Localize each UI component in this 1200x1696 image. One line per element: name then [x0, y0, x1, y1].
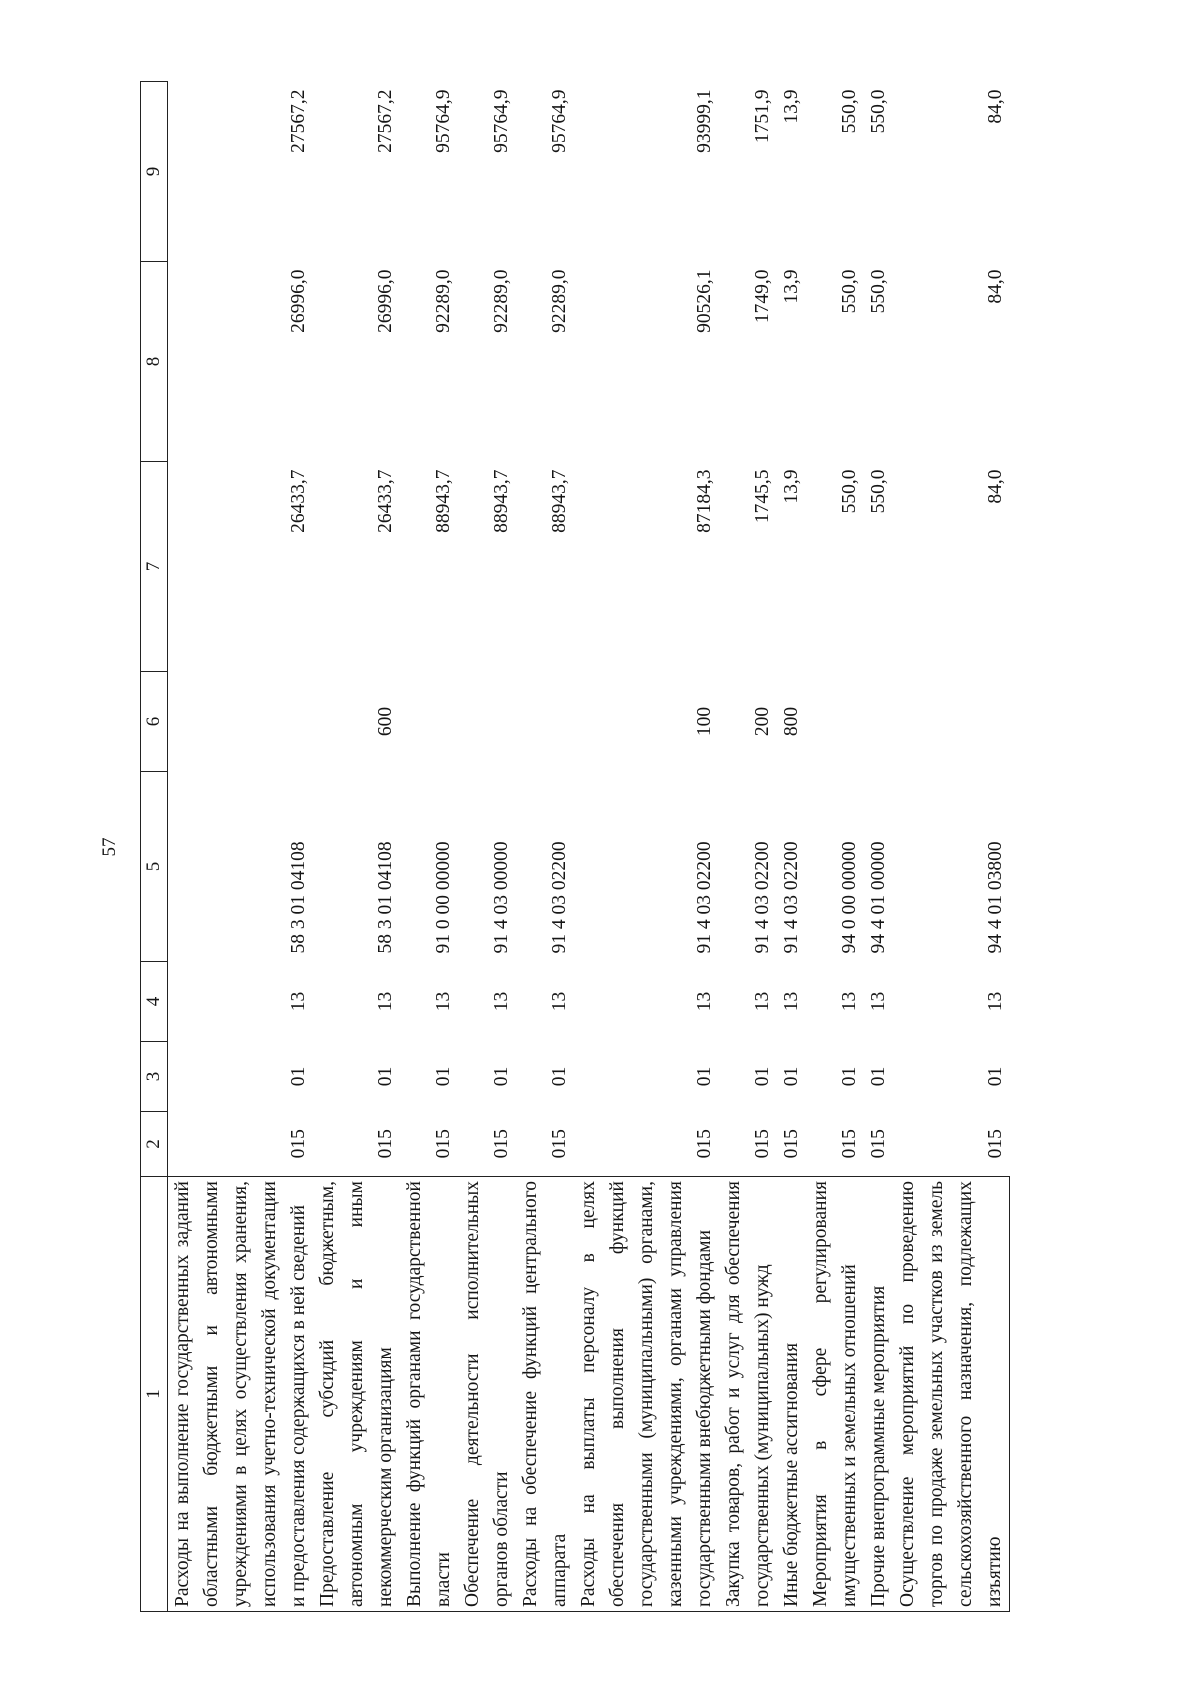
expense-description-cell: Осуществление мероприятий по проведению торгов по продаже земельных участков из земель сельскохозяйственного назначения, подлежащих изъятию — [893, 1177, 1010, 1612]
target-article-cell — [168, 772, 314, 962]
amount-year-2-cell — [516, 262, 574, 462]
target-article-cell — [893, 772, 1010, 962]
expense-type-cell — [400, 672, 458, 772]
page-number: 57 — [99, 837, 120, 857]
cell-value: 58 3 01 04108 — [288, 841, 309, 954]
column-header-1: 1 — [141, 1177, 168, 1612]
section-cell — [893, 1042, 1010, 1112]
amount-year-2-cell — [168, 262, 314, 462]
amount-year-3-cell — [893, 82, 1010, 262]
cell-value: 01 — [984, 1066, 1006, 1087]
subsection-cell — [516, 962, 574, 1042]
amount-year-3-cell — [806, 82, 893, 262]
table-header-row — [141, 82, 168, 1612]
table-row — [168, 82, 314, 1612]
table-row — [893, 82, 1010, 1612]
cell-value: 84,0 — [984, 469, 1006, 504]
column-header-9: 9 — [141, 82, 168, 262]
cell-value: 91 4 03 02200 — [549, 841, 570, 954]
cell-value: 015 — [781, 1129, 802, 1159]
cell-value: 100 — [694, 706, 715, 737]
cell-value: 13,9 — [781, 469, 802, 504]
column-header-3: 3 — [141, 1042, 168, 1112]
admin-code-cell — [574, 1112, 719, 1177]
cell-value: 58 3 01 04108 — [375, 841, 396, 954]
target-article-cell — [719, 772, 806, 962]
cell-value: 015 — [984, 1129, 1006, 1159]
cell-value: 91 4 03 02200 — [781, 841, 802, 954]
expense-type-cell — [574, 672, 719, 772]
budget-table-sheet — [140, 82, 1170, 1612]
section-cell — [719, 1042, 806, 1112]
cell-value: 91 4 03 00000 — [491, 841, 512, 954]
admin-code-cell — [313, 1112, 400, 1177]
target-article-cell — [458, 772, 516, 962]
cell-value: 13 — [984, 991, 1006, 1012]
cell-value: 550,0 — [839, 269, 860, 314]
cell-value: 550,0 — [868, 89, 889, 134]
cell-value: 01 — [781, 1066, 802, 1087]
admin-code-cell — [458, 1112, 516, 1177]
amount-year-3-cell — [400, 82, 458, 262]
section-cell — [574, 1042, 719, 1112]
target-article-cell — [400, 772, 458, 962]
cell-value: 84,0 — [984, 89, 1006, 124]
cell-value: 93999,1 — [694, 89, 715, 153]
cell-value: 84,0 — [984, 269, 1006, 304]
cell-value: 92289,0 — [433, 269, 454, 333]
column-header-4: 4 — [141, 962, 168, 1042]
amount-year-3-cell — [458, 82, 516, 262]
cell-value: 13 — [752, 991, 773, 1012]
cell-value: 01 — [375, 1066, 396, 1087]
cell-value: 550,0 — [868, 269, 889, 314]
cell-value: 95764,9 — [491, 89, 512, 153]
expense-description-cell — [806, 1177, 893, 1612]
expense-description-part: Мероприятия в сфере регулирования имущественных и земельных отношений — [810, 1181, 860, 1607]
table-row — [806, 82, 893, 1612]
cell-value: 13 — [839, 991, 860, 1012]
budget-table — [140, 81, 1010, 1612]
cell-value: 800 — [781, 706, 802, 737]
cell-value: 88943,7 — [433, 469, 454, 533]
cell-value: 015 — [491, 1129, 512, 1159]
expense-description-part: Закупка товаров, работ и услуг для обеспечения государственных (муниципальных) нужд — [723, 1181, 773, 1607]
cell-value: 01 — [839, 1066, 860, 1087]
cell-value: 94 4 01 00000 — [868, 841, 889, 954]
cell-value: 91 4 03 02200 — [694, 841, 715, 954]
admin-code-cell — [719, 1112, 806, 1177]
cell-value: 600 — [375, 706, 396, 737]
cell-value — [864, 672, 893, 772]
cell-value — [835, 672, 864, 772]
cell-value: 200 — [752, 706, 773, 737]
cell-value: 13,9 — [781, 269, 802, 304]
cell-value: 26433,7 — [288, 469, 309, 533]
amount-year-2-cell — [400, 262, 458, 462]
cell-value — [981, 672, 1010, 772]
cell-value: 13 — [781, 991, 802, 1012]
cell-value — [487, 672, 516, 772]
expense-description-cell: Предоставление субсидий бюджетным, автономным учреждениям и иным некоммерческим организациям — [313, 1177, 400, 1612]
cell-value: 01 — [752, 1066, 773, 1087]
cell-value: 26433,7 — [375, 469, 396, 533]
amount-year-2-cell — [893, 262, 1010, 462]
subsection-cell — [458, 962, 516, 1042]
expense-type-cell — [806, 672, 893, 772]
amount-year-3-cell — [313, 82, 400, 262]
subsection-cell — [313, 962, 400, 1042]
amount-year-2-cell — [574, 262, 719, 462]
expense-description-cell: Расходы на выполнение государственных заданий областными бюджетными и автономными учреждениями в целях осуществления хранения, использования учетно-технической документации и предоставления содержащихся в ней сведений — [168, 1177, 314, 1612]
admin-code-cell — [168, 1112, 314, 1177]
target-article-cell — [516, 772, 574, 962]
expense-description-cell: Выполнение функций органами государственной власти — [400, 1177, 458, 1612]
amount-year-1-cell — [574, 462, 719, 672]
expense-type-cell — [458, 672, 516, 772]
cell-value: 015 — [752, 1129, 773, 1159]
expense-description-cell: Расходы на выплаты персоналу в целях обеспечения выполнения функций государственными (муниципальными) органами, казенными учреждениями, органами управления государственными внебюджетными фондами — [574, 1177, 719, 1612]
admin-code-cell — [400, 1112, 458, 1177]
column-header-7: 7 — [141, 462, 168, 672]
cell-value: 13 — [868, 991, 889, 1012]
cell-value: 95764,9 — [549, 89, 570, 153]
cell-value — [545, 672, 574, 772]
section-cell — [168, 1042, 314, 1112]
cell-value: 91 4 03 02200 — [752, 841, 773, 954]
cell-value: 13 — [549, 991, 570, 1012]
cell-value: 13,9 — [781, 89, 802, 124]
expense-description-part: Иные бюджетные ассигнования — [781, 1342, 802, 1607]
cell-value: 550,0 — [868, 469, 889, 514]
cell-value: 13 — [694, 991, 715, 1012]
table-row — [719, 82, 806, 1612]
expense-type-cell — [313, 672, 400, 772]
table-body — [168, 82, 1010, 1612]
cell-value: 01 — [433, 1066, 454, 1087]
cell-value: 92289,0 — [491, 269, 512, 333]
column-header-5: 5 — [141, 772, 168, 962]
expense-type-cell — [168, 672, 314, 772]
cell-value: 13 — [288, 991, 309, 1012]
target-article-cell — [313, 772, 400, 962]
expense-type-cell — [893, 672, 1010, 772]
column-header-8: 8 — [141, 262, 168, 462]
target-article-cell — [574, 772, 719, 962]
cell-value: 015 — [433, 1129, 454, 1159]
expense-description-cell: Обеспечение деятельности исполнительных органов области — [458, 1177, 516, 1612]
amount-year-2-cell — [313, 262, 400, 462]
cell-value: 550,0 — [839, 89, 860, 134]
target-article-cell — [806, 772, 893, 962]
cell-value — [429, 672, 458, 772]
expense-type-cell — [719, 672, 806, 772]
cell-value: 87184,3 — [694, 469, 715, 533]
subsection-cell — [574, 962, 719, 1042]
cell-value: 01 — [868, 1066, 889, 1087]
amount-year-3-cell — [719, 82, 806, 262]
cell-value: 13 — [375, 991, 396, 1012]
cell-value: 1749,0 — [752, 269, 773, 324]
amount-year-2-cell — [458, 262, 516, 462]
expense-description-part: Прочие внепрограммные мероприятия — [868, 1285, 889, 1607]
amount-year-2-cell — [719, 262, 806, 462]
cell-value: 015 — [694, 1129, 715, 1159]
amount-year-1-cell — [516, 462, 574, 672]
cell-value: 1745,5 — [752, 469, 773, 524]
column-header-6: 6 — [141, 672, 168, 772]
cell-value: 01 — [549, 1066, 570, 1087]
cell-value: 92289,0 — [549, 269, 570, 333]
cell-value: 01 — [694, 1066, 715, 1087]
amount-year-1-cell — [893, 462, 1010, 672]
expense-description-cell: Расходы на обеспечение функций центрального аппарата — [516, 1177, 574, 1612]
table-row — [400, 82, 458, 1612]
cell-value: 88943,7 — [549, 469, 570, 533]
cell-value: 91 0 00 00000 — [433, 841, 454, 954]
cell-value: 01 — [491, 1066, 512, 1087]
section-cell — [806, 1042, 893, 1112]
subsection-cell — [400, 962, 458, 1042]
subsection-cell — [719, 962, 806, 1042]
subsection-cell — [168, 962, 314, 1042]
cell-value: 27567,2 — [375, 89, 396, 153]
cell-value: 94 4 01 03800 — [984, 841, 1006, 954]
amount-year-2-cell — [806, 262, 893, 462]
subsection-cell — [893, 962, 1010, 1042]
amount-year-3-cell — [574, 82, 719, 262]
table-row — [313, 82, 400, 1612]
cell-value: 88943,7 — [491, 469, 512, 533]
amount-year-1-cell — [168, 462, 314, 672]
amount-year-1-cell — [400, 462, 458, 672]
amount-year-1-cell — [313, 462, 400, 672]
amount-year-3-cell — [516, 82, 574, 262]
section-cell — [313, 1042, 400, 1112]
amount-year-1-cell — [719, 462, 806, 672]
amount-year-1-cell — [806, 462, 893, 672]
cell-value: 015 — [549, 1129, 570, 1159]
column-header-2: 2 — [141, 1112, 168, 1177]
section-cell — [516, 1042, 574, 1112]
cell-value: 26996,0 — [375, 269, 396, 333]
cell-value: 26996,0 — [288, 269, 309, 333]
cell-value: 550,0 — [839, 469, 860, 514]
cell-value — [284, 672, 313, 772]
expense-type-cell — [516, 672, 574, 772]
cell-value: 015 — [868, 1129, 889, 1159]
admin-code-cell — [806, 1112, 893, 1177]
cell-value: 13 — [491, 991, 512, 1012]
amount-year-1-cell — [458, 462, 516, 672]
cell-value: 1751,9 — [752, 89, 773, 144]
section-cell — [400, 1042, 458, 1112]
admin-code-cell — [516, 1112, 574, 1177]
cell-value: 95764,9 — [433, 89, 454, 153]
cell-value: 015 — [288, 1129, 309, 1159]
table-row — [516, 82, 574, 1612]
admin-code-cell — [893, 1112, 1010, 1177]
cell-value: 13 — [433, 991, 454, 1012]
subsection-cell — [806, 962, 893, 1042]
table-row — [458, 82, 516, 1612]
cell-value: 015 — [839, 1129, 860, 1159]
section-cell — [458, 1042, 516, 1112]
expense-description-cell — [719, 1177, 806, 1612]
cell-value: 01 — [288, 1066, 309, 1087]
cell-value: 015 — [375, 1129, 396, 1159]
table-row — [574, 82, 719, 1612]
cell-value: 90526,1 — [694, 269, 715, 333]
cell-value: 27567,2 — [288, 89, 309, 153]
cell-value: 94 0 00 00000 — [839, 841, 860, 954]
amount-year-3-cell — [168, 82, 314, 262]
